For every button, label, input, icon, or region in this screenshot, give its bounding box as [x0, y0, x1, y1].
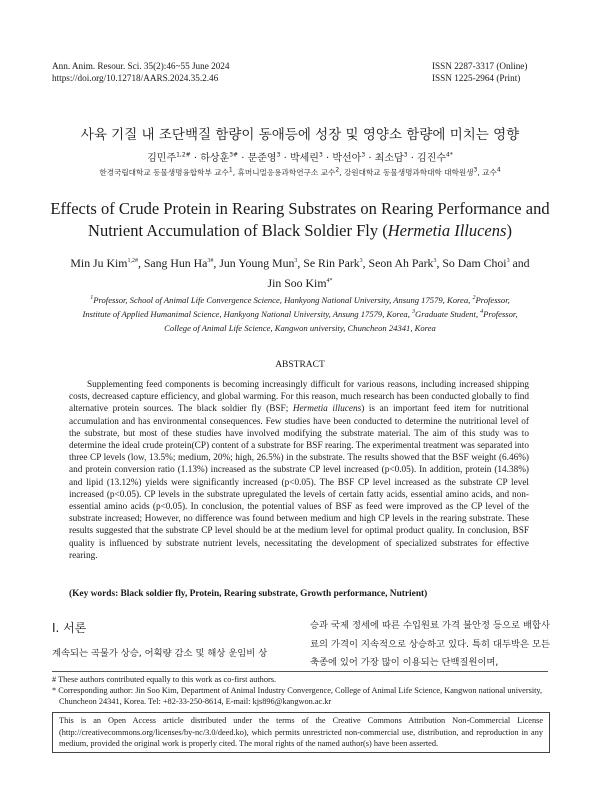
issn-block [432, 60, 527, 84]
intro-right-column: 승과 국제 정세에 따른 수입원료 가격 불안정 등으로 배합사료의 가격이 지속적으로 상승하고 있다. 특히 대두박은 모든 축종에 있어 가장 많이 이용되는 단백질원이며, [310, 620, 550, 668]
footnotes [52, 674, 548, 707]
affiliations-korean: 한경국립대학교 동물생명융합학부 교수$^1$, 휴머니멀응용과학연구소 교수$^2$, 강원대학교 동물생명과학대학 대학원생$^3$, 교수$^4$ [99, 166, 501, 177]
intro-left-column: 계속되는 곡물가 상승, 어획량 감소 및 해상 운임비 상 [52, 648, 268, 659]
affiliations-english: $^1$Professor, School of Animal Life Convergence Science, Hankyong National University, Ansung 17579, Korea, $^2$Professor, Institute of Applied Humanimal Science, Hankyong National University, Ansung 17579, Korea, $^3$Graduate Student, $^4$Professor, College of Animal Life Science, Kangwon university, Chuncheon 24341, Korea [82, 295, 518, 333]
title-korean: 사육 기질 내 조단백질 함량이 동애등에 성장 및 영양소 함량에 미치는 영향 [80, 127, 520, 143]
section-title-introduction: Ⅰ. 서론 [52, 621, 87, 635]
keywords: (Key words: Black soldier fly, Protein, Rearing substrate, Growth performance, Nutrient) [69, 589, 428, 599]
journal-citation [52, 60, 230, 84]
title-english-line1: Effects of Crude Protein in Rearing Substrates on Rearing Performance and [50, 199, 550, 218]
doi-link[interactable]: https://doi.org/10.12718/AARS.2024.35.2.46 [52, 73, 219, 83]
abstract-body: Supplementing feed components is becoming increasingly difficult for various reasons, including increased shipping costs, decreased capture efficiency, and global warming. For this reason, much research has been conducted globally to find alternative protein sources. The black soldier fly (BSF; Hermetia illucens) is an important feed item for nutritional accumulation and has environmental consequences. Few studies have been conducted to determine the nutritional level of the substrate, but most of these studies have involved modifying the substrate material. The aim of this study was to determine the ideal crude protein(CP) content of a substrate for BSF rearing. The experimental treatment was separated into three CP levels (low, 13.5%; medium, 20%; high, 26.5%) in the substrate. The results showed that the BSF weight (6.46%) and protein conversion ratio (1.13%) increased as the substrate CP level increased (p<0.05). In addition, protein (14.38%) and lipid (13.12%) yields were significantly increased (p<0.05). The BSF CP level increased as the substrate CP level increased (p<0.05). CP levels in the substrate upregulated the levels of certain fatty acids, essential amino acids, and non-essential amino acids (p<0.05). In conclusion, the potential values of BSF as feed were improved as the CP level of the substrate increased; However, no difference was found between medium and high CP levels in the rearing substrate. These results suggested that the substrate CP level should be at the medium level for optimal product quality. In conclusion, BSF quality is influenced by substrate nutrient levels, necessitating the development of specialized substrates for effective rearing. [69, 380, 529, 561]
journal-line: Ann. Anim. Resour. Sci. 35(2):46~55 June 2024 [52, 61, 230, 71]
authors-english: Min Ju Kim$^{1,2\#}$, Sang Hun $Ha^{3\#}$, Jun Young Mun$^3$, Se Rin Park$^3$, Seon Ah Park$^3$, So Dam Choi$^3$ and Jin Soo Kim$^{4*}$ [70, 256, 530, 290]
license-box: This is an Open Access article distributed under the terms of the Creative Commons Attribution Non-Commercial License (http://creativecommons.org/licenses/by-nc/3.0/deed.ko), which permits unrestricted non-commercial use, distribution, and reproduction in any medium, provided the original work is properly cited. The moral rights of the named author(s) have been asserted. [52, 712, 550, 753]
species-name: Hermetia Illucens [387, 221, 507, 240]
issn-print: ISSN 1225-2964 (Print) [432, 73, 521, 83]
authors-korean: 김민주$^{1,2\#}$ · 하상훈$^{3\#}$ · 문준영$^3$ · 박세린$^3$ · 박선아$^3$ · 최소담$^3$ · 김진수$^{4*}$ [147, 151, 453, 164]
title-english [30, 198, 570, 242]
issn-online: ISSN 2287-3317 (Online) [432, 61, 528, 71]
footnote-co-first: # These authors contributed equally to this work as co-first authors. [52, 675, 277, 684]
footnote-corresponding: * Corresponding author: Jin Soo Kim, Department of Animal Industry Convergence, College of Animal Life Science, Kangwon national university, Chuncheon 24341, Korea. Tel: +82-33-250-8614, E-mail: kjs896@kangwon.ac.kr [52, 686, 543, 706]
abstract-heading: ABSTRACT [275, 360, 325, 370]
footnote-divider [52, 671, 548, 672]
abstract-species: Hermetia illucens [292, 404, 362, 415]
title-english-line2: Nutrient Accumulation of Black Soldier Fly (Hermetia Illucens) [88, 221, 512, 240]
